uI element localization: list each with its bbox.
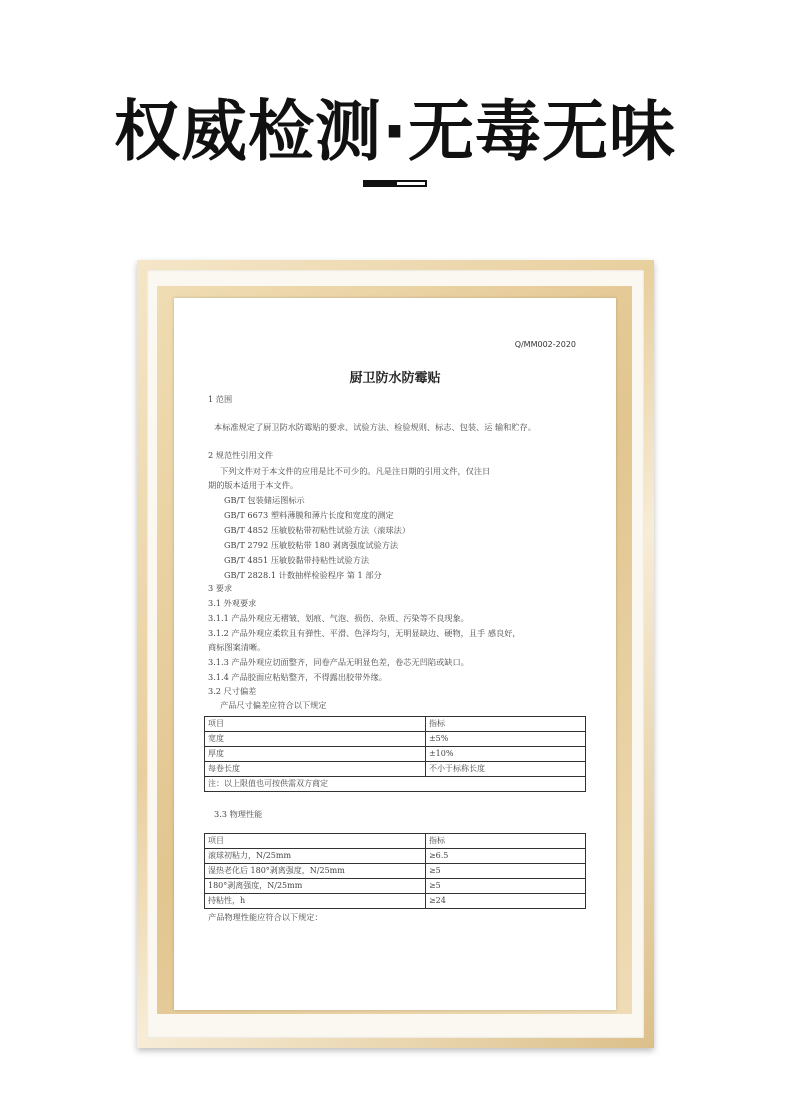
standard-document bbox=[174, 298, 616, 1010]
page-headline: 权威检测·无毒无味 bbox=[113, 93, 677, 170]
table-cell: 滚球初粘力，N/25mm bbox=[205, 849, 426, 864]
dimension-table bbox=[204, 716, 586, 792]
table-cell: ≥6.5 bbox=[425, 849, 585, 864]
table-row bbox=[205, 879, 586, 894]
title-underline bbox=[363, 180, 427, 187]
table-cell: 厚度 bbox=[205, 747, 426, 762]
table-cell: ±10% bbox=[425, 747, 585, 762]
table-cell: 宽度 bbox=[205, 732, 426, 747]
reference-item: GB/T 包装储运图标示 bbox=[224, 495, 305, 505]
requirement-item-cont: 商标图案清晰。 bbox=[208, 642, 266, 652]
section-scope: 1 范围 bbox=[208, 394, 233, 404]
table-row bbox=[205, 834, 586, 849]
subsection-dimension: 3.2 尺寸偏差 bbox=[208, 686, 257, 696]
references-text-2: 期的版本适用于本文件。 bbox=[208, 480, 299, 490]
table-cell: 指标 bbox=[425, 717, 585, 732]
reference-item: GB/T 4851 压敏胶黏带持粘性试验方法 bbox=[224, 555, 370, 565]
table-row bbox=[205, 849, 586, 864]
table-row bbox=[205, 732, 586, 747]
document-title: 厨卫防水防霉贴 bbox=[349, 371, 441, 386]
table-cell: ≥5 bbox=[425, 879, 585, 894]
reference-item: GB/T 2828.1 计数抽样检验程序 第 1 部分 bbox=[224, 570, 382, 580]
dimension-intro: 产品尺寸偏差应符合以下规定 bbox=[220, 700, 327, 710]
table-cell: 项目 bbox=[205, 834, 426, 849]
table-cell: 180°剥离强度，N/25mm bbox=[205, 879, 426, 894]
reference-item: GB/T 6673 塑料薄膜和薄片长度和宽度的测定 bbox=[224, 510, 394, 520]
table-row bbox=[205, 777, 586, 792]
subsection-physical: 3.3 物理性能 bbox=[214, 809, 263, 819]
physical-outro: 产品物理性能应符合以下规定： bbox=[208, 912, 323, 922]
document-code: Q/MM002-2020 bbox=[514, 340, 576, 349]
requirement-item: 3.1.3 产品外观应切面整齐，同卷产品无明显色差，卷芯无凹陷或缺口。 bbox=[208, 657, 469, 667]
table-row bbox=[205, 717, 586, 732]
requirement-item: 3.1.2 产品外观应柔软且有弹性、平滑、色泽均匀，无明显缺边、硬物，且手 感良好， bbox=[208, 628, 521, 638]
section-requirements: 3 要求 bbox=[208, 583, 233, 593]
table-cell: 湿热老化后 180°剥离强度，N/25mm bbox=[205, 864, 426, 879]
subsection-appearance: 3.1 外观要求 bbox=[208, 598, 257, 608]
references-text-1: 下列文件对于本文件的应用是比不可少的。凡是注日期的引用文件，仅注日 bbox=[220, 466, 491, 476]
reference-item: GB/T 2792 压敏胶粘带 180 剥离强度试验方法 bbox=[224, 540, 399, 550]
table-cell: 每卷长度 bbox=[205, 762, 426, 777]
section-references: 2 规范性引用文件 bbox=[208, 450, 274, 460]
table-cell: ±5% bbox=[425, 732, 585, 747]
table-note: 注：以上限值也可按供需双方商定 bbox=[205, 777, 586, 792]
table-cell: 指标 bbox=[425, 834, 585, 849]
requirement-item: 3.1.4 产品胶面应粘贴整齐，不得露出胶带外缘。 bbox=[208, 672, 387, 682]
physical-table bbox=[204, 833, 586, 909]
table-row bbox=[205, 894, 586, 909]
table-row bbox=[205, 864, 586, 879]
scope-text: 本标准规定了厨卫防水防霉贴的要求、试验方法、检验规则、标志、包装、运 输和贮存。 bbox=[214, 422, 536, 432]
table-row bbox=[205, 747, 586, 762]
reference-item: GB/T 4852 压敏胶粘带初粘性试验方法（滚球法） bbox=[224, 525, 411, 535]
table-cell: ≥24 bbox=[425, 894, 585, 909]
requirement-item: 3.1.1 产品外观应无褶皱、划痕、气泡、损伤、杂质、污染等不良现象。 bbox=[208, 613, 469, 623]
table-cell: 持粘性，h bbox=[205, 894, 426, 909]
table-cell: 不小于标称长度 bbox=[425, 762, 585, 777]
table-cell: 项目 bbox=[205, 717, 426, 732]
table-cell: ≥5 bbox=[425, 864, 585, 879]
table-row bbox=[205, 762, 586, 777]
